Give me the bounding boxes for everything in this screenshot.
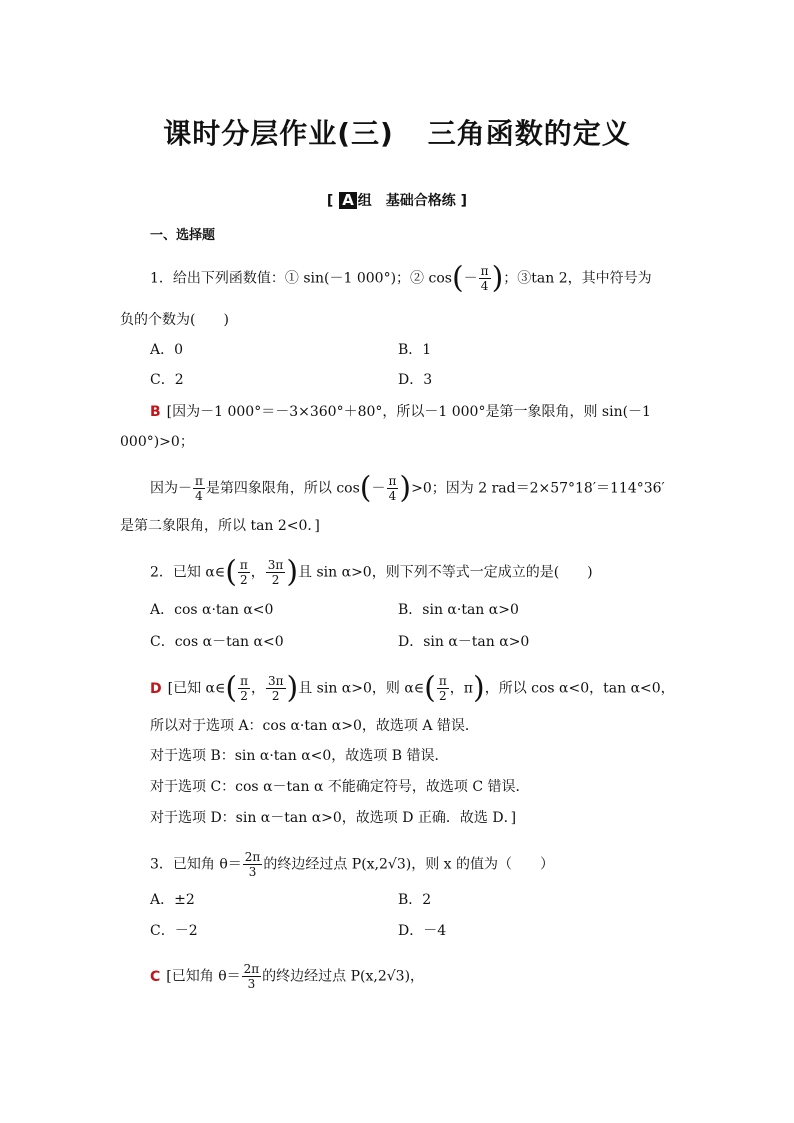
q2-option-b: B．sin α·tan α>0 [398, 602, 519, 618]
minus: － [463, 270, 478, 287]
group-letter-badge: A [339, 192, 357, 209]
q2-answer-letter: D [150, 680, 162, 697]
q2-solution-line1 [150, 670, 675, 706]
q3-text-b: 的终边经过点 P(x,2√3)，则 x 的值为（ ） [263, 856, 554, 873]
q1-sol-text: 因为－ [150, 480, 192, 497]
paren: ) [491, 260, 504, 296]
q2-text-b: 且 sin α>0，则下列不等式一定成立的是( ) [298, 564, 593, 581]
q3-option-b: B．2 [398, 892, 432, 908]
q1-answer-letter: B [150, 404, 161, 420]
q2-sol-text: 且 sin α>0，则 α∈ [298, 680, 425, 697]
q3-option-a: A．±2 [150, 892, 195, 908]
section-heading: 一、选择题 [150, 228, 216, 243]
fraction [238, 558, 250, 587]
q1-solution-line3 [150, 470, 665, 506]
q1-stem-line1 [150, 260, 652, 296]
frac-den: 4 [480, 279, 489, 293]
page-title [0, 112, 794, 152]
q1-stem-line2: 负的个数为( ) [120, 312, 229, 328]
q2-sol-text: [已知 α∈ [167, 680, 226, 697]
frac-den: 2 [271, 573, 280, 587]
minus: － [371, 480, 386, 497]
frac-den: 2 [439, 689, 447, 703]
q1-solution-line1 [150, 402, 651, 422]
q3-sol-text: [已知角 θ＝ [166, 968, 241, 985]
frac-den: 2 [240, 573, 248, 587]
q2-solution-line5: 对于选项 D：sin α－tan α>0，故选项 D 正确．故选 D．] [150, 810, 517, 826]
frac-num: 3π [267, 674, 284, 688]
frac-num: π [388, 474, 397, 488]
q2-option-d: D．sin α－tan α>0 [398, 634, 530, 650]
comma: ， [250, 564, 265, 581]
q3-option-d: D．－4 [398, 923, 447, 939]
frac-num: π [438, 674, 447, 688]
frac-num: π [240, 674, 248, 688]
comma: ， [250, 680, 265, 697]
frac-den: 4 [388, 489, 397, 503]
fraction [479, 264, 491, 293]
frac-num: 3π [267, 558, 284, 572]
q1-text-a: 1．给出下列函数值：① sin(－1 000°)；② cos [150, 270, 452, 287]
paren: ) [399, 470, 412, 506]
q1-option-a: A．0 [150, 342, 184, 358]
q1-solution-line4: 是第二象限角，所以 tan 2<0．] [120, 518, 320, 534]
frac-num: π [195, 474, 203, 488]
frac-den: 3 [248, 865, 257, 879]
fraction [238, 674, 250, 703]
frac-num: π [480, 264, 489, 278]
paren: ) [472, 670, 485, 706]
paren: ( [225, 670, 238, 706]
paren: ) [286, 554, 299, 590]
q1-sol-text: [因为－1 000°＝－3×360°＋80°，所以－1 000°是第一象限角，则 sin(－1 [166, 404, 651, 420]
frac-num: 2π [244, 850, 261, 864]
paren: ( [359, 470, 372, 506]
paren: ( [451, 260, 464, 296]
fraction [437, 674, 449, 703]
q2-option-c: C．cos α－tan α<0 [150, 634, 284, 650]
q1-option-c: C．2 [150, 372, 184, 388]
q1-text-b: ；③tan 2，其中符号为 [503, 270, 652, 287]
paren: ( [225, 554, 237, 590]
q3-answer-letter: C [150, 968, 161, 985]
q3-sol-text: 的终边经过点 P(x,2√3)， [262, 968, 425, 985]
q2-solution-line2: 所以对于选项 A：cos α·tan α>0，故选项 A 错误． [150, 718, 479, 734]
frac-num: π [239, 558, 248, 572]
frac-den: 3 [247, 977, 256, 991]
fraction [266, 674, 286, 703]
q3-stem [150, 850, 554, 879]
group-bracket-close: ] [460, 193, 468, 209]
fraction [243, 850, 263, 879]
fraction [387, 474, 399, 503]
paren: ) [286, 670, 299, 706]
q2-sol-text: ，π [449, 680, 473, 697]
title-sub: 三角函数的定义 [427, 117, 631, 150]
q1-sol-text: 是第四象限角，所以 cos [205, 480, 360, 497]
q1-option-b: B．1 [398, 342, 432, 358]
frac-num: 2π [243, 962, 260, 976]
q1-sol-text: >0；因为 2 rad＝2×57°18′＝114°36′ [411, 480, 665, 497]
q3-solution-line1 [150, 962, 424, 991]
group-label: 组 基础合格练 [357, 193, 456, 209]
group-bracket-open: [ [326, 193, 334, 209]
q3-text-a: 3．已知角 θ＝ [150, 856, 242, 873]
frac-den: 2 [240, 689, 248, 703]
title-main: 课时分层作业(三) [163, 117, 394, 150]
q1-option-d: D．3 [398, 372, 433, 388]
q2-stem [150, 554, 593, 590]
q2-text-a: 2．已知 α∈ [150, 564, 226, 581]
fraction [242, 962, 262, 991]
frac-den: 4 [195, 489, 203, 503]
q2-solution-line3: 对于选项 B：sin α·tan α<0，故选项 B 错误． [150, 748, 449, 764]
paren: ( [424, 670, 436, 706]
q3-option-c: C．－2 [150, 923, 198, 939]
q2-sol-text: ，所以 cos α<0，tan α<0， [484, 680, 675, 697]
q2-solution-line4: 对于选项 C：cos α－tan α 不能确定符号，故选项 C 错误． [150, 779, 530, 795]
q1-solution-line2: 000°)>0； [120, 434, 194, 450]
fraction [266, 558, 286, 587]
frac-den: 2 [271, 689, 280, 703]
q2-option-a: A．cos α·tan α<0 [150, 602, 274, 618]
group-header [0, 190, 794, 210]
fraction [193, 474, 205, 503]
